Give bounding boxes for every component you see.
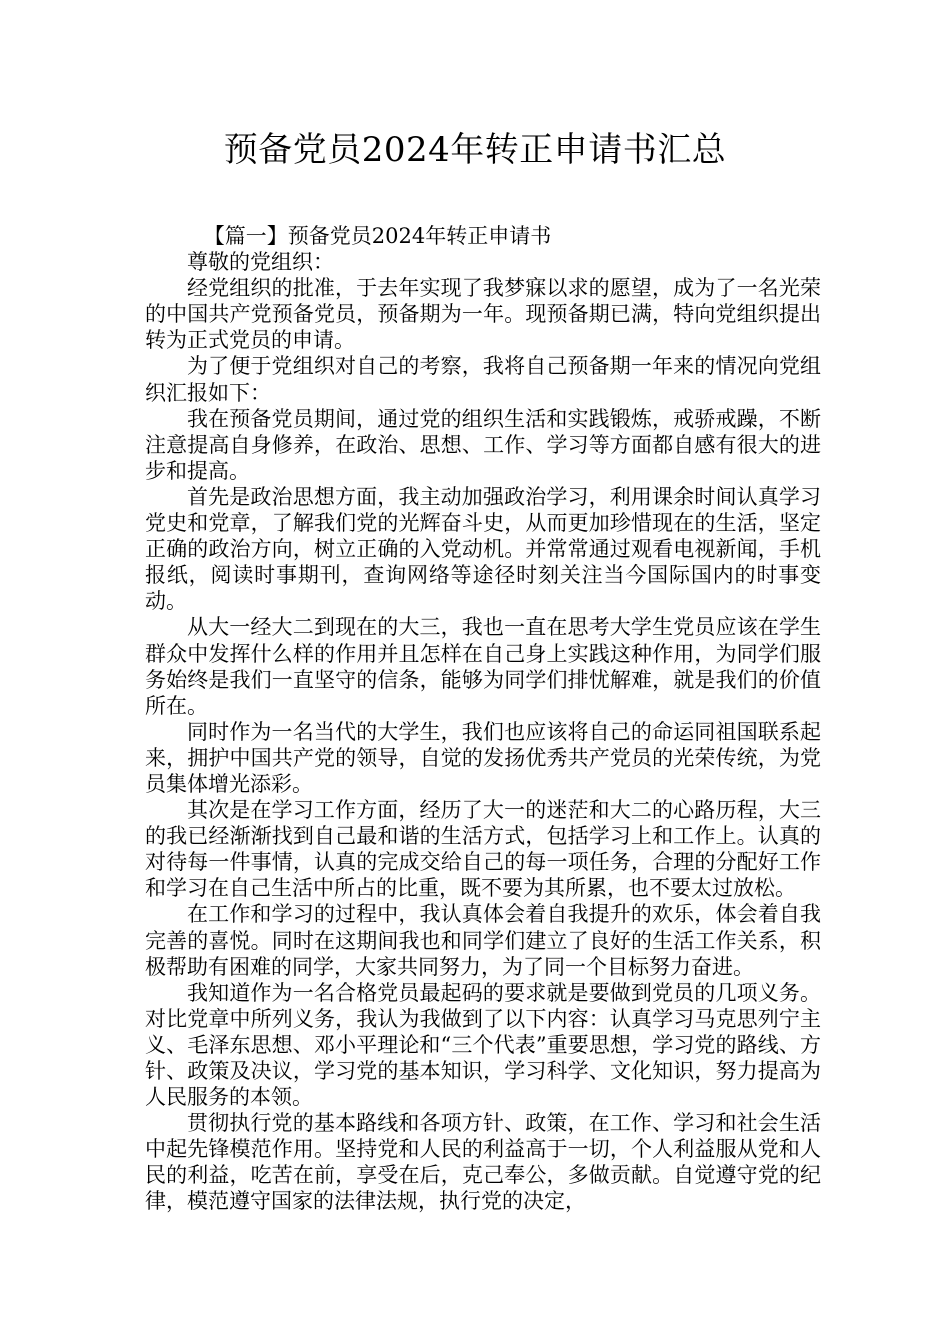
paragraph: 同时作为一名当代的大学生，我们也应该将自己的命运同祖国联系起来，拥护中国共产党的领导，自觉的发扬优秀共产党员的光荣传统，为党员集体增光添彩。 — [145, 719, 821, 796]
paragraph: 首先是政治思想方面，我主动加强政治学习，利用课余时间认真学习党史和党章，了解我们党的光辉奋斗史，从而更加珍惜现在的生活，坚定正确的政治方向，树立正确的入党动机。并常常通过观看电视新闻，手机报纸，阅读时事期刊，查询网络等途径时刻关注当今国际国内的时事变动。 — [145, 484, 821, 614]
paragraph: 为了便于党组织对自己的考察，我将自己预备期一年来的情况向党组织汇报如下： — [145, 354, 821, 405]
paragraph: 在工作和学习的过程中，我认真体会着自我提升的欢乐，体会着自我完善的喜悦。同时在这期间我也和同学们建立了良好的生活工作关系，积极帮助有困难的同学，大家共同努力，为了同一个目标努力奋进。 — [145, 902, 821, 979]
section-heading: 【篇一】预备党员2024年转正申请书 — [203, 224, 552, 248]
document-body — [145, 223, 821, 1215]
salutation: 尊敬的党组织： — [187, 250, 334, 275]
document-title: 预备党员2024年转正申请书汇总 — [223, 130, 727, 170]
paragraph: 从大一经大二到现在的大三，我也一直在思考大学生党员应该在学生群众中发挥什么样的作用并且怎样在自己身上实践这种作用，为同学们服务始终是我们一直坚守的信条，能够为同学们排忧解难，就是我们的价值所在。 — [145, 615, 821, 718]
paragraph: 经党组织的批准，于去年实现了我梦寐以求的愿望，成为了一名光荣的中国共产党预备党员，预备期为一年。现预备期已满，特向党组织提出转为正式党员的申请。 — [145, 276, 821, 353]
paragraph: 其次是在学习工作方面，经历了大一的迷茫和大二的心路历程，大三的我已经渐渐找到自己最和谐的生活方式，包括学习上和工作上。认真的对待每一件事情，认真的完成交给自己的每一项任务，合理的分配好工作和学习在自己生活中所占的比重，既不要为其所累，也不要太过放松。 — [145, 798, 821, 901]
paragraph: 我知道作为一名合格党员最起码的要求就是要做到党员的几项义务。对比党章中所列义务，我认为我做到了以下内容：认真学习马克思列宁主义、毛泽东思想、邓小平理论和“三个代表”重要思想，学习党的路线、方针、政策及决议，学习党的基本知识，学习科学、文化知识，努力提高为人民服务的本领。 — [145, 980, 821, 1110]
paragraph: 我在预备党员期间，通过党的组织生活和实践锻炼，戒骄戒躁，不断注意提高自身修养，在政治、思想、工作、学习等方面都自感有很大的进步和提高。 — [145, 406, 821, 483]
paragraph: 贯彻执行党的基本路线和各项方针、政策，在工作、学习和社会生活中起先锋模范作用。坚持党和人民的利益高于一切，个人利益服从党和人民的利益，吃苦在前，享受在后，克己奉公，多做贡献。自觉遵守党的纪律，模范遵守国家的法律法规，执行党的决定， — [145, 1111, 821, 1214]
